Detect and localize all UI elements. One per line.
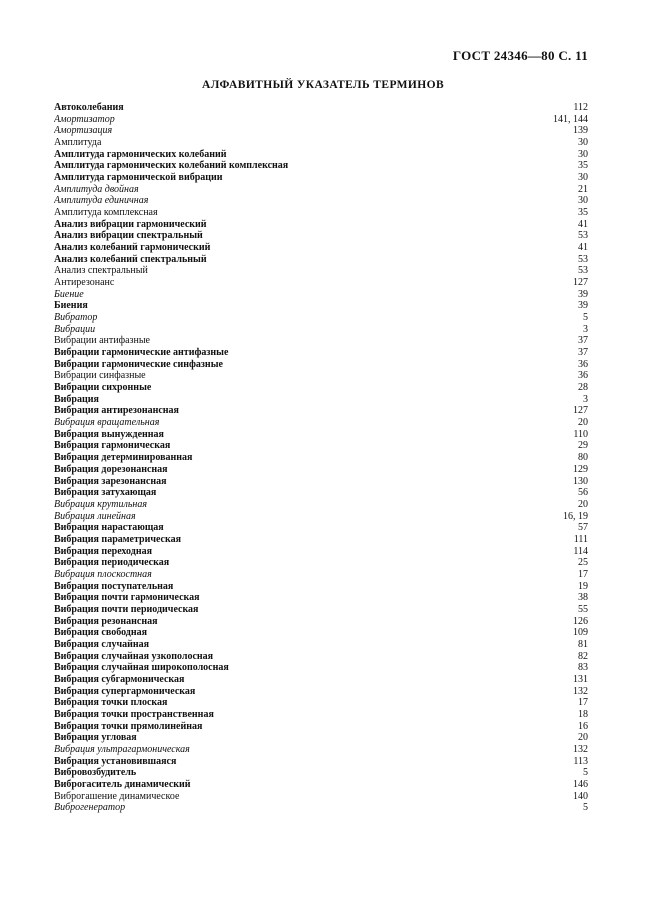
index-page-numbers: 109 bbox=[573, 627, 588, 639]
index-page-numbers: 80 bbox=[578, 452, 588, 464]
index-term: Вибрация зарезонансная bbox=[54, 475, 167, 487]
index-entry bbox=[54, 429, 588, 441]
index-page-numbers: 81 bbox=[578, 638, 588, 650]
index-term: Вибрация точки прямолинейная bbox=[54, 720, 203, 732]
index-entry bbox=[54, 160, 588, 172]
index-page-numbers: 139 bbox=[573, 125, 588, 137]
index-page-numbers: 132 bbox=[573, 743, 588, 755]
index-page-numbers: 126 bbox=[573, 615, 588, 627]
index-page-numbers: 83 bbox=[578, 662, 588, 674]
index-page-numbers: 41 bbox=[578, 218, 588, 230]
index-page-numbers: 25 bbox=[578, 557, 588, 569]
index-term: Вибрация свободная bbox=[54, 627, 148, 639]
index-entry bbox=[54, 277, 588, 289]
index-page-numbers: 57 bbox=[578, 522, 588, 534]
index-page-numbers: 53 bbox=[578, 265, 588, 277]
page-title: АЛФАВИТНЫЙ УКАЗАТЕЛЬ ТЕРМИНОВ bbox=[201, 79, 445, 91]
index-page-numbers: 41 bbox=[578, 242, 588, 254]
index-page-numbers: 21 bbox=[578, 183, 588, 195]
index-entry bbox=[54, 732, 588, 744]
index-page-numbers: 36 bbox=[578, 370, 588, 382]
index-page-numbers: 30 bbox=[578, 137, 588, 149]
index-entry bbox=[54, 487, 588, 499]
index-term: Амортизатор bbox=[54, 113, 115, 125]
index-term: Амплитуда гармонических колебаний комплексная bbox=[54, 160, 289, 172]
index-entry bbox=[54, 709, 588, 721]
index-page-numbers: 17 bbox=[578, 568, 588, 580]
index-page-numbers: 37 bbox=[578, 347, 588, 359]
index-entry bbox=[54, 207, 588, 219]
index-entry bbox=[54, 767, 588, 779]
index-term: Амортизация bbox=[54, 125, 113, 137]
index-term: Вибрация случайная bbox=[54, 638, 150, 650]
index-entry bbox=[54, 604, 588, 616]
index-entry bbox=[54, 511, 588, 523]
index-entry bbox=[54, 172, 588, 184]
index-page-numbers: 30 bbox=[578, 148, 588, 160]
index-term: Виброгаситель динамический bbox=[54, 778, 191, 790]
index-term: Вибрации синфазные bbox=[54, 370, 146, 382]
index-page-numbers: 127 bbox=[573, 277, 588, 289]
index-entry bbox=[54, 499, 588, 511]
index-term: Вибрация точки пространственная bbox=[54, 708, 214, 720]
index-entry bbox=[54, 242, 588, 254]
index-term: Амплитуда гармонических колебаний bbox=[54, 148, 227, 160]
index-entry bbox=[54, 721, 588, 733]
index-page-numbers: 35 bbox=[578, 160, 588, 172]
index-term: Амплитуда двойная bbox=[54, 183, 139, 195]
index-page-numbers: 129 bbox=[573, 463, 588, 475]
index-entry bbox=[54, 616, 588, 628]
index-page-numbers: 131 bbox=[573, 673, 588, 685]
index-entry bbox=[54, 662, 588, 674]
index-term: Вибрация периодическая bbox=[54, 557, 170, 569]
index-term: Вибрация случайная широкополосная bbox=[54, 662, 229, 674]
index-page-numbers: 39 bbox=[578, 300, 588, 312]
index-entry bbox=[54, 230, 588, 242]
index-page-numbers: 132 bbox=[573, 685, 588, 697]
index-entry bbox=[54, 674, 588, 686]
index-entry bbox=[54, 464, 588, 476]
index-entry bbox=[54, 452, 588, 464]
index-page-numbers: 19 bbox=[578, 580, 588, 592]
index-term: Вибрация параметрическая bbox=[54, 533, 182, 545]
index-term: Биения bbox=[54, 300, 88, 312]
index-page-numbers: 20 bbox=[578, 732, 588, 744]
index-term: Вибрация ультрагармоническая bbox=[54, 743, 190, 755]
index-term: Анализ спектральный bbox=[54, 265, 148, 277]
index-page-numbers: 16 bbox=[578, 720, 588, 732]
index-entry bbox=[54, 581, 588, 593]
index-page-numbers: 141, 144 bbox=[553, 113, 588, 125]
index-page-numbers: 127 bbox=[573, 405, 588, 417]
index-page-numbers: 3 bbox=[583, 393, 588, 405]
index-entry bbox=[54, 347, 588, 359]
index-term: Вибрация нарастающая bbox=[54, 522, 164, 534]
index-page-numbers: 17 bbox=[578, 697, 588, 709]
index-term: Вибрация плоскостная bbox=[54, 568, 152, 580]
index-entry bbox=[54, 102, 588, 114]
index-term: Вибрация детерминированная bbox=[54, 452, 193, 464]
index-entry bbox=[54, 254, 588, 266]
index-term: Вибрации гармонические синфазные bbox=[54, 358, 223, 370]
index-entry bbox=[54, 697, 588, 709]
index-page-numbers: 82 bbox=[578, 650, 588, 662]
index-page-numbers: 53 bbox=[578, 230, 588, 242]
index-entry bbox=[54, 592, 588, 604]
index-entry bbox=[54, 534, 588, 546]
index-entry bbox=[54, 417, 588, 429]
index-page-numbers: 112 bbox=[573, 102, 588, 113]
index-term: Амплитуда комплексная bbox=[54, 207, 158, 219]
index-term: Анализ вибрации спектральный bbox=[54, 230, 203, 242]
index-entry bbox=[54, 195, 588, 207]
index-page-numbers: 53 bbox=[578, 253, 588, 265]
index-page-numbers: 18 bbox=[578, 708, 588, 720]
index-entry bbox=[54, 149, 588, 161]
index-term: Вибрация субгармоническая bbox=[54, 673, 185, 685]
index-entry bbox=[54, 394, 588, 406]
index-term: Амплитуда гармонической вибрации bbox=[54, 172, 223, 184]
index-page-numbers: 36 bbox=[578, 358, 588, 370]
index-page-numbers: 37 bbox=[578, 335, 588, 347]
index-term: Амплитуда единичная bbox=[54, 195, 149, 207]
index-entry bbox=[54, 137, 588, 149]
index-page-numbers: 16, 19 bbox=[563, 510, 588, 522]
index-entry bbox=[54, 370, 588, 382]
index-entry bbox=[54, 405, 588, 417]
index-entry bbox=[54, 312, 588, 324]
index-term: Вибрация антирезонансная bbox=[54, 405, 179, 417]
index-page-numbers: 55 bbox=[578, 603, 588, 615]
index-entry bbox=[54, 114, 588, 126]
index-page-numbers: 130 bbox=[573, 475, 588, 487]
index-page-numbers: 29 bbox=[578, 440, 588, 452]
index-page-numbers: 113 bbox=[573, 755, 588, 767]
index-page-numbers: 111 bbox=[573, 533, 588, 545]
index-entry bbox=[54, 382, 588, 394]
index-entry bbox=[54, 686, 588, 698]
index-entry bbox=[54, 546, 588, 558]
index-term: Вибрации антифазные bbox=[54, 335, 150, 347]
index-entry bbox=[54, 125, 588, 137]
index-term: Вибрация угловая bbox=[54, 732, 137, 744]
index-page-numbers: 3 bbox=[583, 323, 588, 335]
index-page-numbers: 20 bbox=[578, 417, 588, 429]
index-term: Анализ колебаний гармонический bbox=[54, 242, 211, 254]
index-entry bbox=[54, 324, 588, 336]
index-term: Вибрация вынужденная bbox=[54, 428, 164, 440]
index-page-numbers: 110 bbox=[573, 428, 588, 440]
index-term: Вибрация почти периодическая bbox=[54, 603, 199, 615]
index-page-numbers: 140 bbox=[573, 790, 588, 802]
index-entry bbox=[54, 522, 588, 534]
index-term: Амплитуда bbox=[54, 137, 102, 149]
index-page-numbers: 28 bbox=[578, 382, 588, 394]
index-term: Биение bbox=[54, 288, 84, 300]
index-term: Вибрация случайная узкополосная bbox=[54, 650, 214, 662]
index-term: Антирезонанс bbox=[54, 277, 115, 289]
index-term: Вибрация супергармоническая bbox=[54, 685, 196, 697]
index-page-numbers: 5 bbox=[583, 802, 588, 814]
index-entry bbox=[54, 779, 588, 791]
index-entry bbox=[54, 639, 588, 651]
index-entry bbox=[54, 359, 588, 371]
index-term: Вибрация установившаяся bbox=[54, 755, 177, 767]
index-entry bbox=[54, 569, 588, 581]
index-term: Вибрация крутильная bbox=[54, 498, 148, 510]
index-page-numbers: 30 bbox=[578, 172, 588, 184]
index-entry bbox=[54, 744, 588, 756]
index-term: Анализ колебаний спектральный bbox=[54, 253, 207, 265]
index-term: Вибрация переходная bbox=[54, 545, 152, 557]
index-term: Вибрация затухающая bbox=[54, 487, 157, 499]
index-term: Вибрация дорезонансная bbox=[54, 463, 168, 475]
index-term: Вибрация гармоническая bbox=[54, 440, 171, 452]
index-entry bbox=[54, 651, 588, 663]
index-term: Автоколебания bbox=[54, 102, 124, 113]
index-entry bbox=[54, 219, 588, 231]
index-term: Вибрации bbox=[54, 323, 96, 335]
index-term: Вибровозбудитель bbox=[54, 767, 137, 779]
index-term: Вибрация точки плоская bbox=[54, 697, 168, 709]
index-entry bbox=[54, 791, 588, 803]
term-index-list bbox=[54, 102, 588, 814]
index-term: Виброгашение динамическое bbox=[54, 790, 180, 802]
index-page-numbers: 20 bbox=[578, 498, 588, 510]
index-page-numbers: 39 bbox=[578, 288, 588, 300]
index-entry bbox=[54, 440, 588, 452]
index-term: Вибратор bbox=[54, 312, 98, 324]
index-entry bbox=[54, 476, 588, 488]
index-entry bbox=[54, 756, 588, 768]
index-entry bbox=[54, 289, 588, 301]
index-page-numbers: 35 bbox=[578, 207, 588, 219]
index-term: Вибрация почти гармоническая bbox=[54, 592, 200, 604]
index-entry bbox=[54, 265, 588, 277]
index-page-numbers: 38 bbox=[578, 592, 588, 604]
index-page-numbers: 56 bbox=[578, 487, 588, 499]
index-term: Вибрация резонансная bbox=[54, 615, 158, 627]
index-page-numbers: 114 bbox=[573, 545, 588, 557]
index-term: Вибрация линейная bbox=[54, 510, 136, 522]
index-page-numbers: 146 bbox=[573, 778, 588, 790]
index-entry bbox=[54, 557, 588, 569]
index-entry bbox=[54, 335, 588, 347]
index-entry bbox=[54, 802, 588, 814]
index-term: Вибрация поступательная bbox=[54, 580, 174, 592]
index-term: Вибрация bbox=[54, 393, 99, 405]
index-page-numbers: 30 bbox=[578, 195, 588, 207]
page-header: ГОСТ 24346—80 С. 11 bbox=[452, 48, 588, 63]
index-page-numbers: 5 bbox=[583, 767, 588, 779]
index-term: Вибрация вращательная bbox=[54, 417, 160, 429]
index-term: Анализ вибрации гармонический bbox=[54, 218, 207, 230]
index-entry bbox=[54, 627, 588, 639]
index-entry bbox=[54, 300, 588, 312]
index-term: Виброгенератор bbox=[54, 802, 126, 814]
index-term: Вибрации сихронные bbox=[54, 382, 152, 394]
index-term: Вибрации гармонические антифазные bbox=[54, 347, 229, 359]
index-page-numbers: 5 bbox=[583, 312, 588, 324]
index-entry bbox=[54, 184, 588, 196]
